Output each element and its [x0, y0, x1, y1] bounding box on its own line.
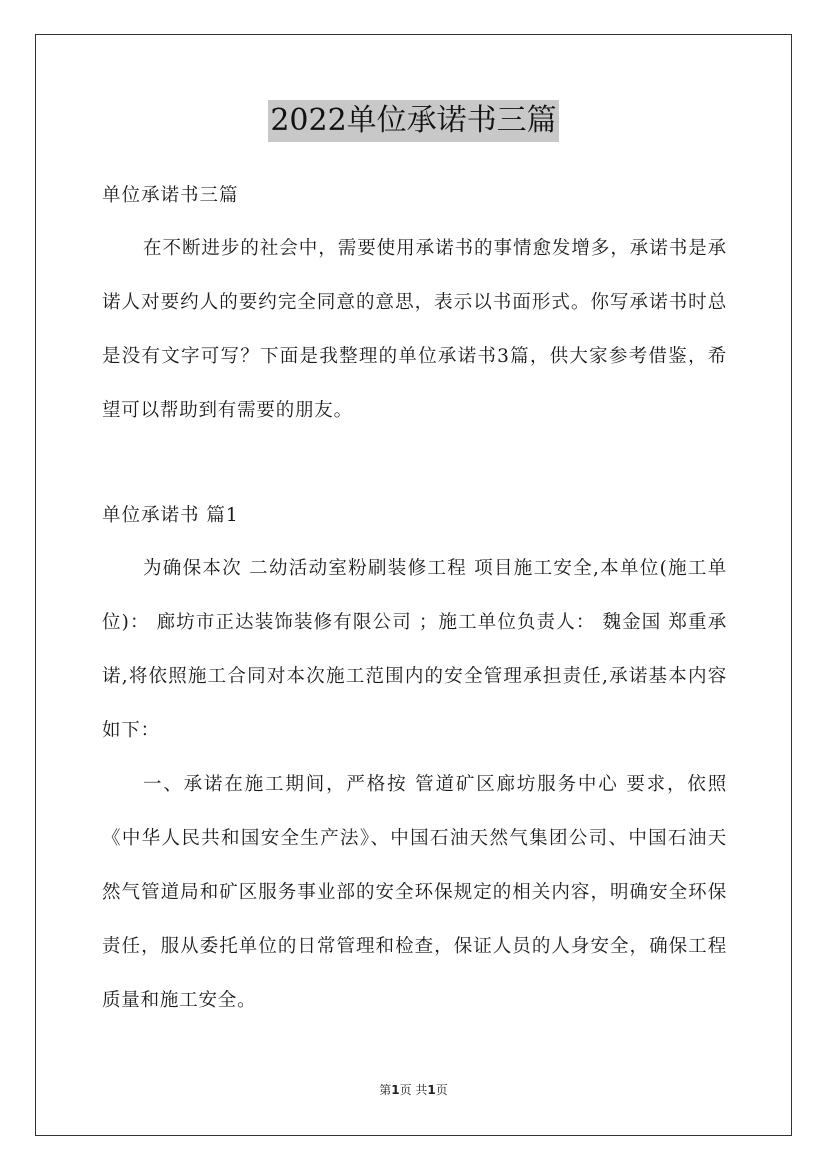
document-title: 2022单位承诺书三篇: [268, 100, 558, 142]
section-spacer: [102, 438, 727, 490]
footer-mid: 页 共: [399, 1083, 428, 1097]
footer-prefix: 第: [379, 1083, 392, 1097]
intro-heading: 单位承诺书三篇: [102, 185, 239, 206]
page-footer: [0, 1082, 827, 1098]
section1-heading: 单位承诺书 篇1: [102, 505, 239, 526]
footer-suffix: 页: [435, 1083, 448, 1097]
section1-paragraph-1: 为确保本次 二幼活动室粉刷装修工程 项目施工安全,本单位(施工单位)： 廊坊市正达装饰装修有限公司 ；施工单位负责人： 魏金国 郑重承诺,将依照施工合同对本次施工范围内的安全管理承担责任,承诺基本内容如下：: [102, 558, 727, 741]
section1-paragraph-2: 一、承诺在施工期间，严格按 管道矿区廊坊服务中心 要求，依照《中华人民共和国安全生产法》、中国石油天然气集团公司、中国石油天然气管道局和矿区服务事业部的安全环保规定的相关内容，明确安全环保责任，服从委托单位的日常管理和检查，保证人员的人身安全，确保工程质量和施工安全。: [102, 774, 727, 1011]
footer-current-page: 1: [391, 1083, 400, 1097]
intro-paragraph: 在不断进步的社会中，需要使用承诺书的事情愈发增多，承诺书是承诺人对要约人的要约完全同意的意思，表示以书面形式。你写承诺书时总是没有文字可写？下面是我整理的单位承诺书3篇，供大家参考借鉴，希望可以帮助到有需要的朋友。: [102, 238, 727, 421]
document-body: [102, 170, 727, 1028]
footer-total-pages: 1: [427, 1083, 436, 1097]
title-container: [0, 100, 827, 142]
